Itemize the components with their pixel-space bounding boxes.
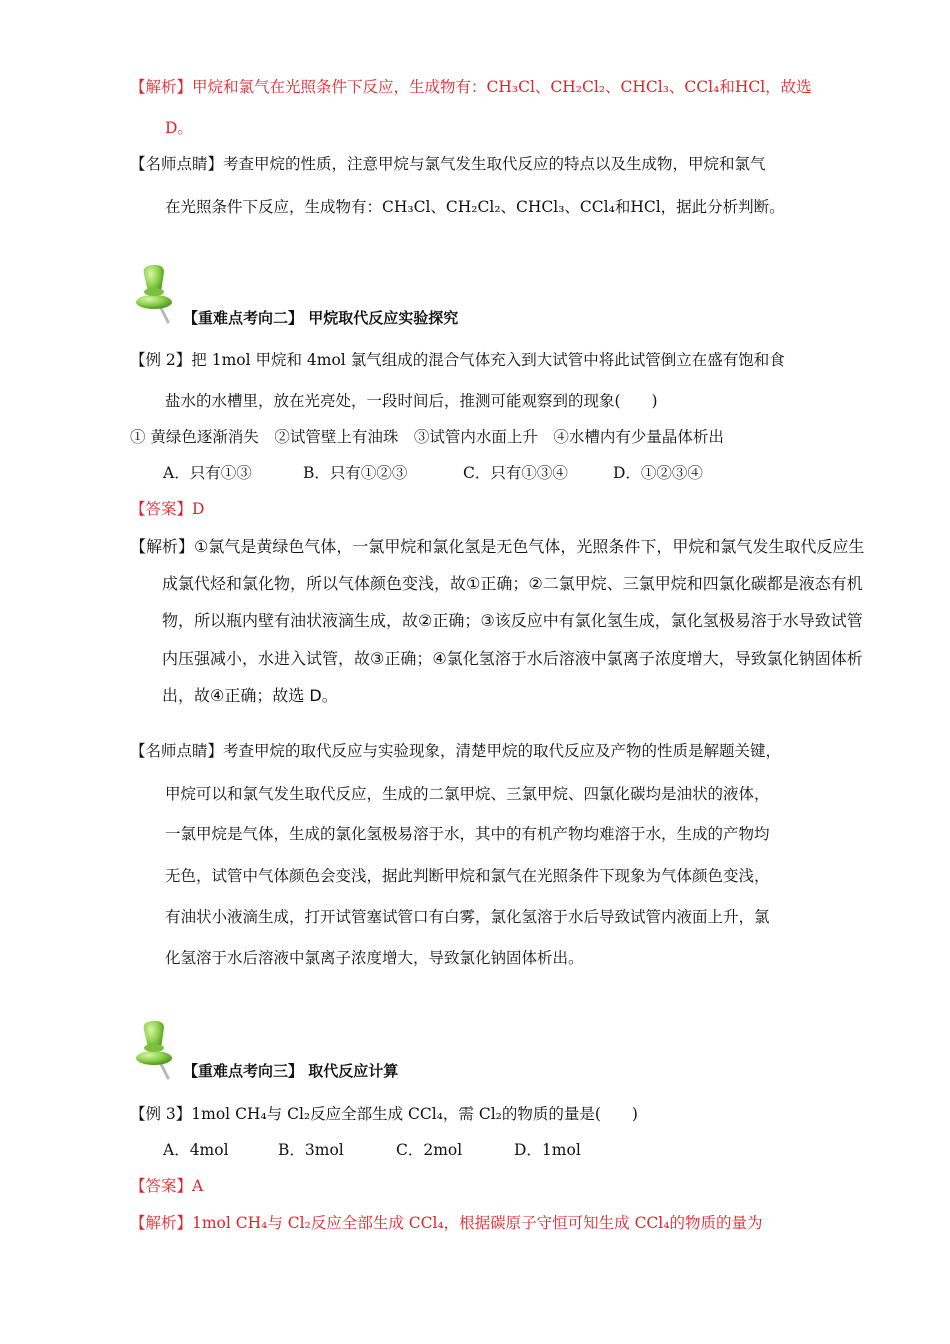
analysis-2-line-2: 成氯代烃和氯化物，所以气体颜色变浅，故①正确；②二氯甲烷、三氯甲烷和四氯化碳都是液态有机	[162, 574, 863, 593]
analysis-3-line-1: 【解析】1mol CH₄与 Cl₂反应全部生成 CCl₄，根据碳原子守恒可知生成 CCl₄的物质的量为	[130, 1214, 763, 1232]
teacher-tip-2-line-3: 一氯甲烷是气体，生成的氯化氢极易溶于水，其中的有机产物均难溶于水，生成的产物均	[165, 825, 770, 843]
section-heading-3: 【重难点考向三】 取代反应计算	[183, 1062, 399, 1080]
option-c: C．2mol	[396, 1141, 463, 1159]
teacher-tip-2-line-6: 化氢溶于水后溶液中氯离子浓度增大，导致氯化钠固体析出。	[165, 949, 584, 967]
analysis-2-line-5: 出，故④正确；故选 D。	[162, 686, 338, 705]
teacher-tip-2-line-1: 【名师点睛】考查甲烷的取代反应与实验现象，清楚甲烷的取代反应及产物的性质是解题关键，	[130, 742, 782, 760]
example-2-statements: ① 黄绿色逐渐消失 ②试管壁上有油珠 ③试管内水面上升 ④水槽内有少量晶体析出	[130, 428, 724, 446]
analysis-2-line-3: 物，所以瓶内壁有油状液滴生成，故②正确；③该反应中有氯化氢生成，氯化氢极易溶于水导致试管	[162, 611, 863, 630]
example-2-line-1: 【例 2】把 1mol 甲烷和 4mol 氯气组成的混合气体充入到大试管中将此试管倒立在盛有饱和食	[130, 351, 785, 369]
teacher-tip-1: 【名师点睛】考查甲烷的性质，注意甲烷与氯气发生取代反应的特点以及生成物，甲烷和氯气	[130, 155, 766, 173]
answer-3: 【答案】A	[130, 1177, 204, 1195]
example-2-line-2: 盐水的水槽里，放在光亮处，一段时间后，推测可能观察到的现象( )	[165, 392, 658, 410]
option-c: C．只有①③④	[463, 464, 568, 482]
example-2-options	[163, 463, 703, 483]
option-b: B．3mol	[278, 1141, 344, 1159]
option-b: B．只有①②③	[303, 464, 408, 482]
section-heading-2: 【重难点考向二】 甲烷取代反应实验探究	[183, 309, 459, 327]
teacher-tip-2-line-2: 甲烷可以和氯气发生取代反应，生成的二氯甲烷、三氯甲烷、四氯化碳均是油状的液体，	[165, 785, 770, 803]
analysis-line-2: D。	[165, 119, 193, 137]
option-d: D．①②③④	[613, 464, 703, 482]
answer-2: 【答案】D	[130, 500, 205, 518]
analysis-2-line-4: 内压强减小，水进入试管，故③正确；④氯化氢溶于水后溶液中氯离子浓度增大，导致氯化钠固体析	[162, 649, 863, 668]
teacher-tip-2-line-5: 有油状小液滴生成，打开试管塞试管口有白雾，氯化氢溶于水后导致试管内液面上升，氯	[165, 908, 770, 926]
option-a: A．只有①③	[163, 464, 252, 482]
analysis-2-line-1: 【解析】①氯气是黄绿色气体，一氯甲烷和氯化氢是无色气体，光照条件下，甲烷和氯气发生取代反应生	[130, 537, 865, 556]
option-a: A．4mol	[163, 1141, 229, 1159]
teacher-tip-2-line-4: 无色，试管中气体颜色会变浅，据此判断甲烷和氯气在光照条件下现象为气体颜色变浅，	[165, 867, 770, 885]
analysis-line-1: 【解析】甲烷和氯气在光照条件下反应，生成物有：CH₃Cl、CH₂Cl₂、CHCl₃、CCl₄和HCl，故选	[130, 78, 812, 96]
teacher-tip-2: 在光照条件下反应，生成物有：CH₃Cl、CH₂Cl₂、CHCl₃、CCl₄和HCl，据此分析判断。	[165, 198, 785, 216]
option-d: D．1mol	[514, 1141, 581, 1159]
example-3-line-1: 【例 3】1mol CH₄与 Cl₂反应全部生成 CCl₄，需 Cl₂的物质的量是( )	[130, 1105, 638, 1123]
example-3-options	[163, 1140, 581, 1160]
